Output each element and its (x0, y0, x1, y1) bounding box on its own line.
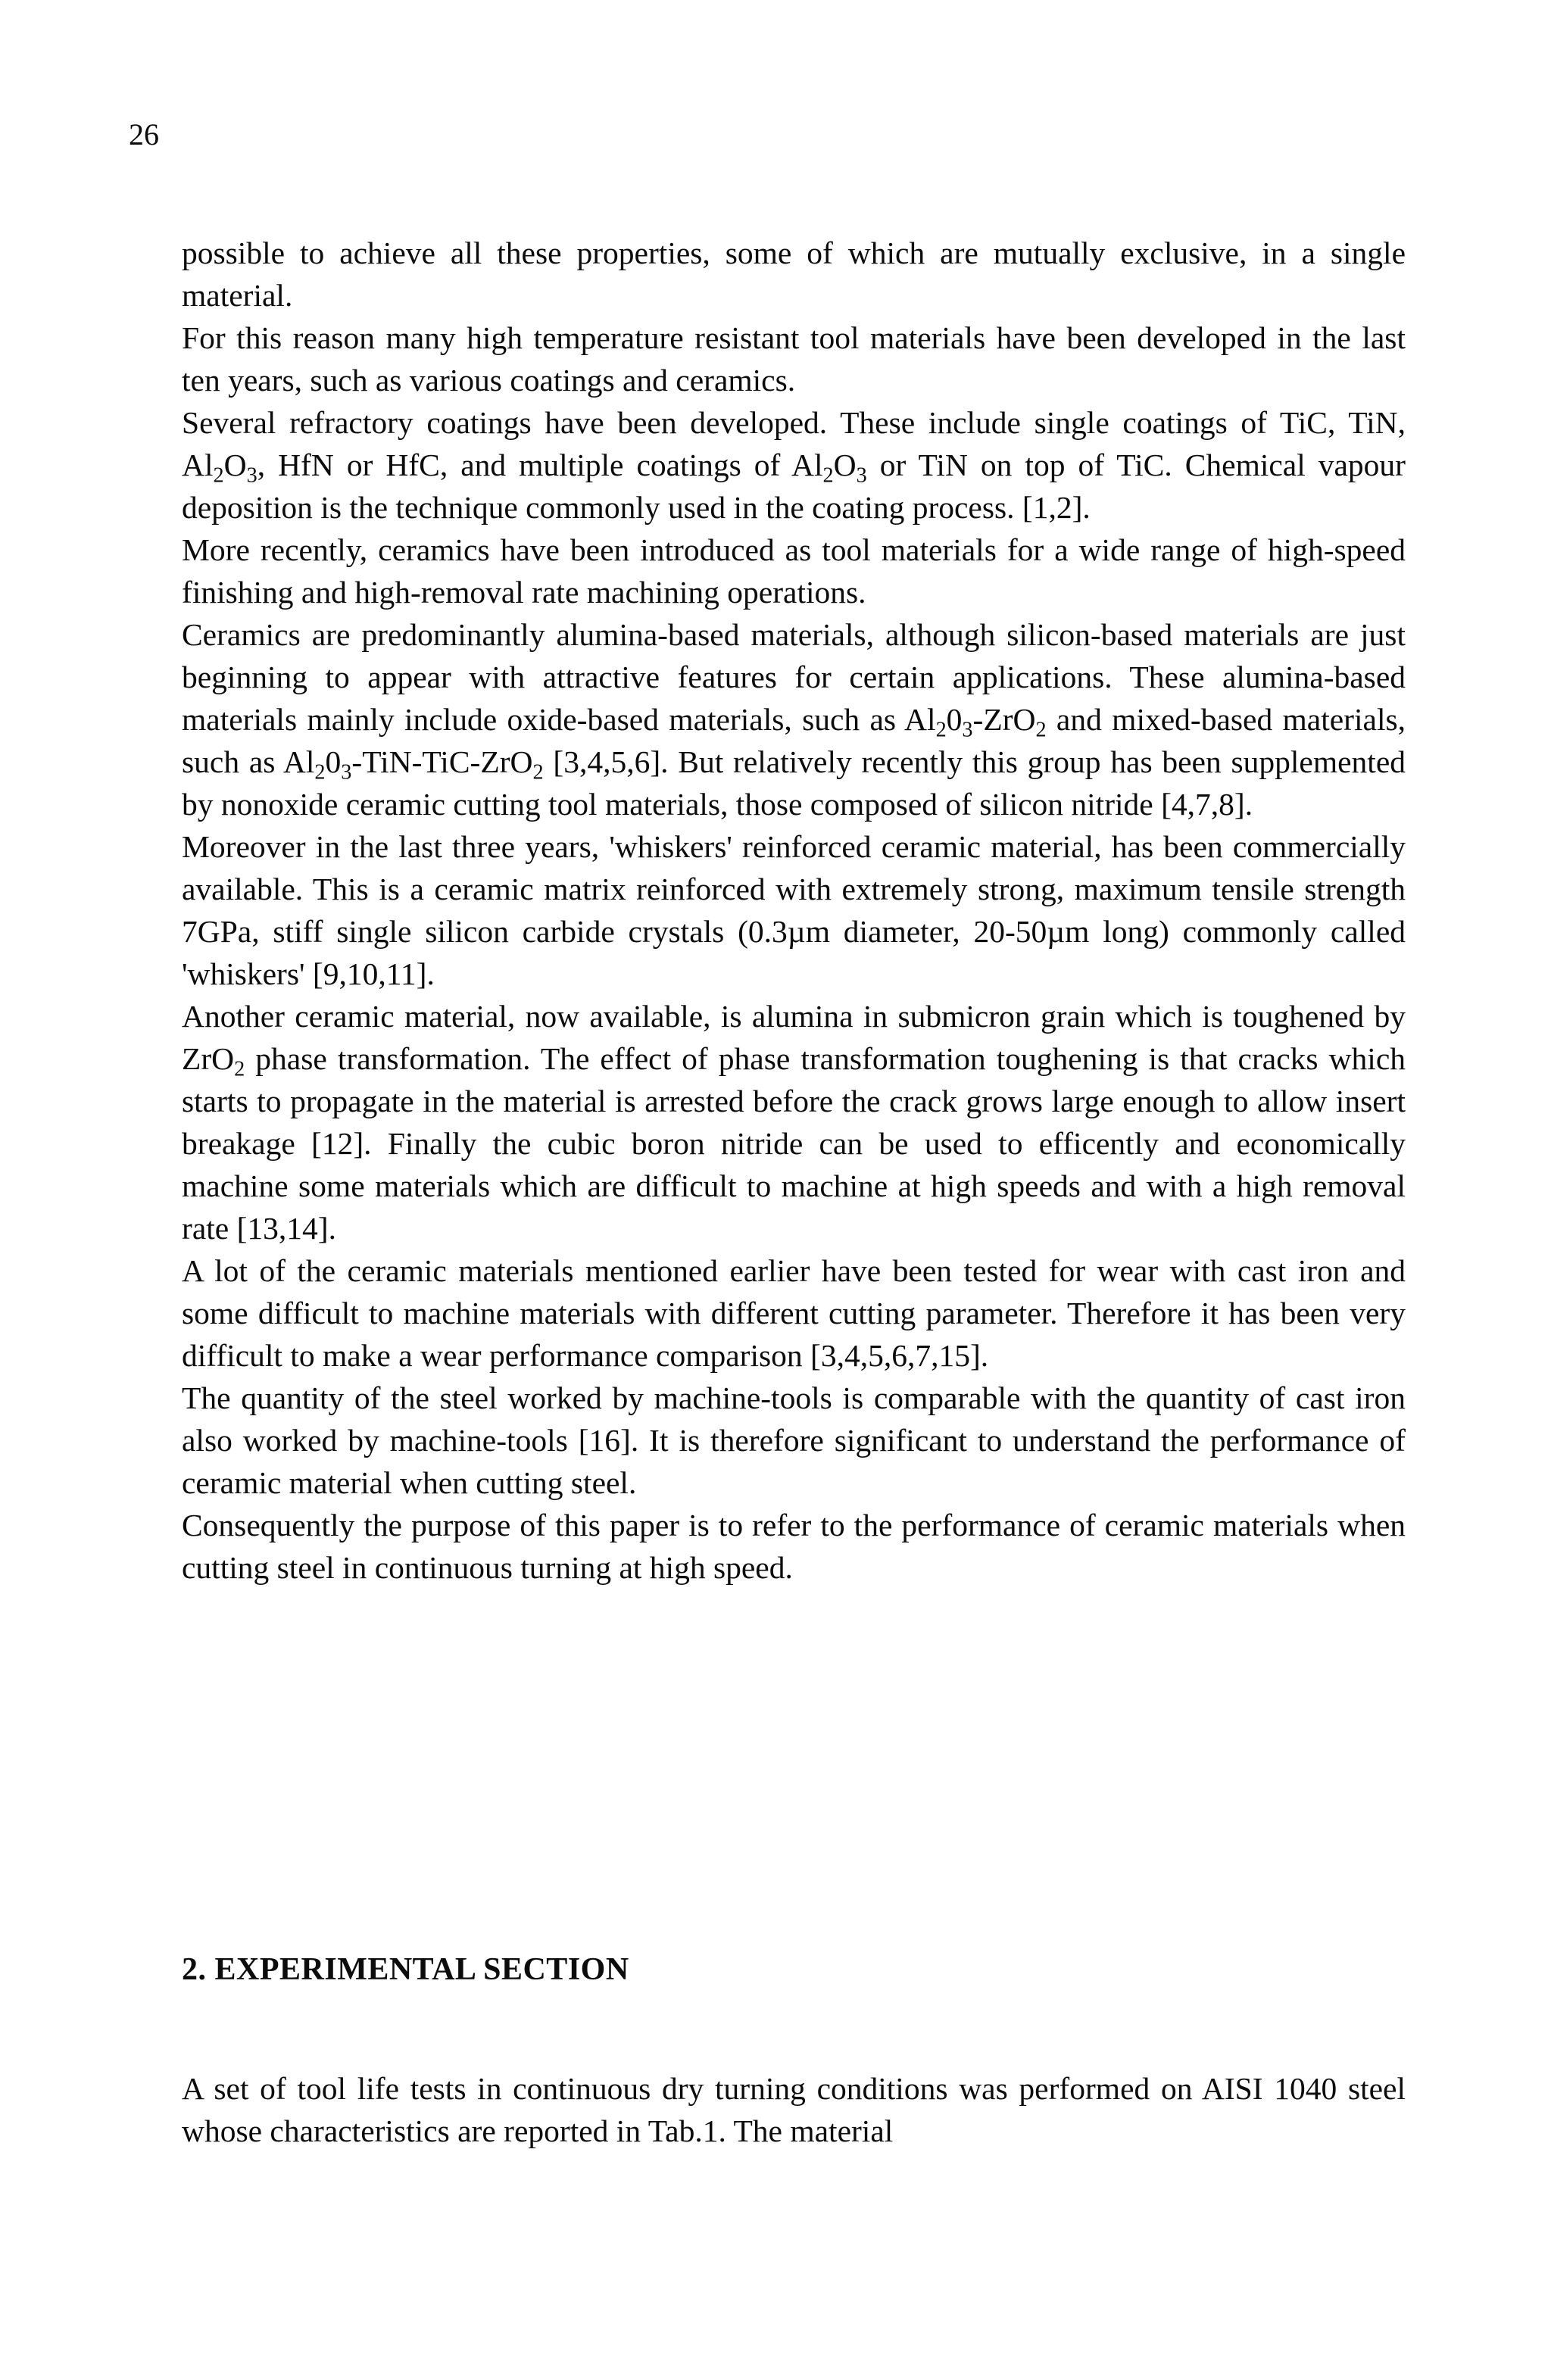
paragraph-coatings (182, 401, 1406, 529)
text-run: 0 (946, 702, 963, 737)
text-run: Another ceramic material, now available, is alumina in submicron grain which is toughened by ZrO (182, 999, 1406, 1076)
subscript: 3 (962, 718, 973, 742)
section-heading: 2. EXPERIMENTAL SECTION (182, 1952, 629, 1987)
subscript: 2 (935, 718, 947, 742)
text-run: Several refractory coatings have been developed. These include single coatings of TiC, TiN, Al (182, 405, 1406, 482)
paragraph: possible to achieve all these properties, some of which are mutually exclusive, in a single material. (182, 236, 1406, 313)
paragraph: A lot of the ceramic materials mentioned earlier have been tested for wear with cast iron and some difficult to machine materials with different cutting parameter. Therefore it has been very difficult to make a wear performance comparison [3,4,5,6,7,15]. (182, 1253, 1406, 1373)
text-run: [3,4,5,6]. But relatively recently this group has been supplemented by nonoxide ceramic cutting tool materials, those composed of silicon nitride [4,7,8]. (182, 744, 1406, 822)
text-run: -ZrO (972, 702, 1036, 737)
subscript: 3 (341, 760, 352, 784)
subscript: 2 (314, 760, 326, 784)
subscript: 3 (856, 463, 867, 488)
section-text (182, 2067, 1406, 2152)
subscript: 2 (532, 760, 544, 784)
text-run: phase transformation. The effect of phase transformation toughening is that cracks which starts to propagate in the material is arrested before the crack grows large enough to allow insert breakage [12]. Finally the cubic boron nitride can be used to efficently and economically machine some materials which are difficult to machine at high speeds and with a high removal rate [13,14]. (182, 1041, 1406, 1246)
subscript: 3 (246, 463, 257, 488)
paragraph-zirconia (182, 995, 1406, 1249)
subscript: 2 (234, 1057, 245, 1081)
paragraph: A set of tool life tests in continuous dry turning conditions was performed on AISI 1040 steel whose characteristics are reported in Tab.1. The material (182, 2071, 1406, 2148)
text-run: or TiN on top of TiC. Chemical vapour deposition is the technique commonly used in the coating process. [1,2]. (182, 448, 1406, 525)
text-run: 0 (325, 744, 342, 779)
subscript: 2 (1035, 718, 1047, 742)
page-number: 26 (129, 117, 159, 151)
paragraph: Consequently the purpose of this paper is to refer to the performance of ceramic materials when cutting steel in continuous turning at high speed. (182, 1508, 1406, 1585)
paragraph: More recently, ceramics have been introduced as tool materials for a wide range of high-speed finishing and high-removal rate machining operations. (182, 532, 1406, 610)
paragraph: For this reason many high temperature resistant tool materials have been developed in the last ten years, such as various coatings and ceramics. (182, 320, 1406, 398)
text-run: Ceramics are predominantly alumina-based materials, although silicon-based materials are just beginning to appear with attractive features for certain applications. These alumina-based materials mainly include oxide-based materials, such as Al (182, 617, 1406, 737)
paragraph: Moreover in the last three years, 'whiskers' reinforced ceramic material, has been commercially available. This is a ceramic matrix reinforced with extremely strong, maximum tensile strength 7GPa, stiff single silicon carbide crystals (0.3µm diameter, 20-50µm long) commonly called 'whiskers' [9,10,11]. (182, 829, 1406, 991)
text-run: O (223, 448, 247, 482)
body-text (182, 232, 1406, 1589)
paragraph: The quantity of the steel worked by machine-tools is comparable with the quantity of cast iron also worked by machine-tools [16]. It is therefore significant to understand the performance of ceramic material when cutting steel. (182, 1380, 1406, 1500)
text-run: , HfN or HfC, and multiple coatings of Al (257, 448, 823, 482)
text-run: O (833, 448, 857, 482)
subscript: 2 (822, 463, 834, 488)
subscript: 2 (213, 463, 224, 488)
paragraph-ceramics (182, 613, 1406, 825)
text-run: -TiN-TiC-ZrO (351, 744, 533, 779)
text-run: and mixed-based materials, such as Al (182, 702, 1406, 779)
